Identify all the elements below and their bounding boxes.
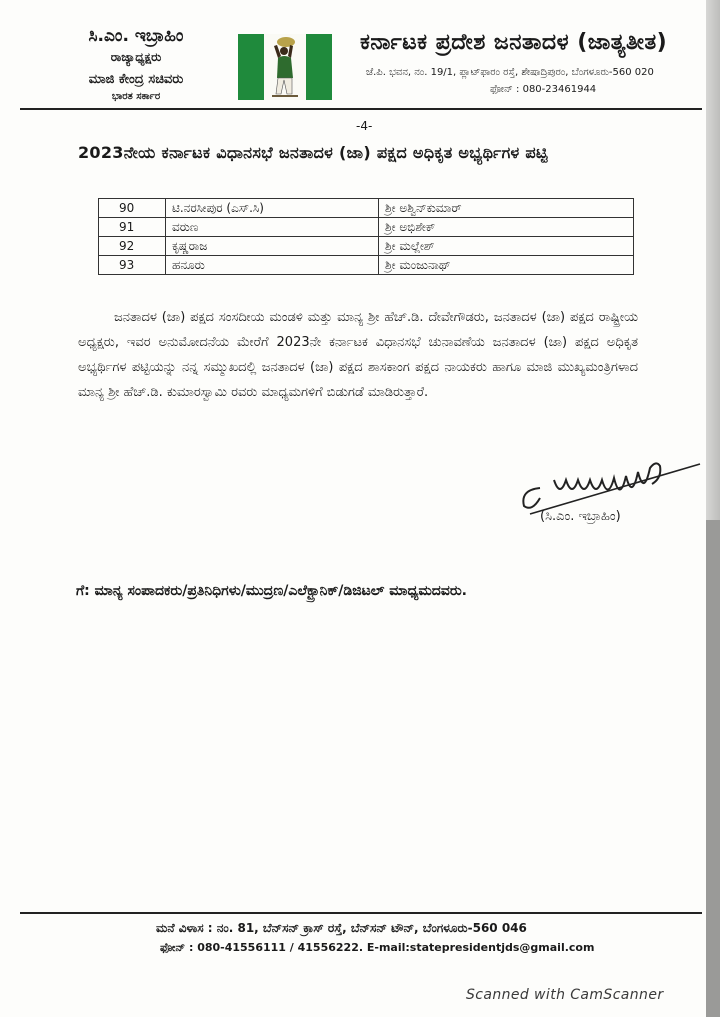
cell-number: 91	[99, 218, 166, 237]
sender-name: ಸಿ.ಎಂ. ಇಬ್ರಾಹಿಂ	[88, 26, 184, 46]
party-logo-icon	[238, 32, 332, 102]
sender-designation: ರಾಜ್ಯಾಧ್ಯಕ್ಷರು	[110, 50, 162, 64]
party-address: ಜೆ.ಪಿ. ಭವನ, ನಂ. 19/1, ಪ್ಲಾಟ್‌ಫಾರಂ ರಸ್ತೆ, ಶೇಷಾದ್ರಿಪುರಂ, ಬೆಂಗಳೂರು-560 020	[366, 67, 654, 78]
cell-candidate: ಶ್ರೀ ಅಶ್ವಿನ್‌ಕುಮಾರ್	[379, 199, 634, 218]
table-row	[99, 218, 634, 237]
cell-candidate: ಶ್ರೀ ಮಂಜುನಾಥ್	[379, 256, 634, 275]
sender-government: ಭಾರತ ಸರ್ಕಾರ	[111, 91, 161, 102]
party-name: ಕರ್ನಾಟಕ ಪ್ರದೇಶ ಜನತಾದಳ (ಜಾತ್ಯತೀತ)	[360, 30, 668, 55]
party-phone: ಫೋನ್ : 080-23461944	[490, 84, 597, 95]
table-row	[99, 199, 634, 218]
header-divider	[20, 108, 702, 110]
cell-constituency: ಕೃಷ್ಣರಾಜ	[166, 237, 379, 256]
candidates-table	[98, 198, 634, 275]
page-edge-shadow	[706, 0, 720, 1017]
sender-former-post: ಮಾಜಿ ಕೇಂದ್ರ ಸಚಿವರು	[88, 72, 184, 87]
party-letterhead	[360, 30, 680, 95]
cell-number: 93	[99, 256, 166, 275]
table-row	[99, 237, 634, 256]
cell-constituency: ವರುಣ	[166, 218, 379, 237]
sender-block	[56, 26, 216, 102]
body-paragraph	[78, 305, 638, 405]
cell-number: 90	[99, 199, 166, 218]
cell-candidate: ಶ್ರೀ ಮಲ್ಲೇಶ್	[379, 237, 634, 256]
body-text: ಜನತಾದಳ (ಜಾ) ಪಕ್ಷದ ಸಂಸದೀಯ ಮಂಡಳಿ ಮತ್ತು ಮಾನ್ಯ ಶ್ರೀ ಹೆಚ್.ಡಿ. ದೇವೇಗೌಡರು, ಜನತಾದಳ (ಜಾ) ಪಕ್ಷದ ರಾಷ್ಟ್ರೀಯ ಅಧ್ಯಕ್ಷರು, ಇವರ ಅನುಮೋದನೆಯ ಮೇರೆಗೆ 2023ನೇ ಕರ್ನಾಟಕ ವಿಧಾನಸಭೆ ಚುನಾವಣೆಯ ಜನತಾದಳ (ಜಾ) ಪಕ್ಷದ ಅಧಿಕೃತ ಅಭ್ಯರ್ಥಿಗಳ ಪಟ್ಟಿಯನ್ನು ನನ್ನ ಸಮ್ಮುಖದಲ್ಲಿ ಜನತಾದಳ (ಜಾ) ಪಕ್ಷದ ಶಾಸಕಾಂಗ ಪಕ್ಷದ ನಾಯಕರು ಹಾಗೂ ಮಾಜಿ ಮುಖ್ಯಮಂತ್ರಿಗಳಾದ ಮಾನ್ಯ ಶ್ರೀ ಹೆಚ್.ಡಿ. ಕುಮಾರಸ್ವಾಮಿ ರವರು ಮಾಧ್ಯಮಗಳಿಗೆ ಬಿಡುಗಡೆ ಮಾಡಿರುತ್ತಾರೆ.	[78, 310, 638, 400]
footer-residence: ಮನೆ ವಿಳಾಸ : ನಂ. 81, ಬೆನ್‌ಸನ್ ಕ್ರಾಸ್ ರಸ್ತೆ, ಬೆನ್‌ಸನ್ ಟೌನ್, ಬೆಂಗಳೂರು-560 046	[156, 921, 527, 935]
page-number: -4-	[356, 119, 373, 133]
signatory-name: (ಸಿ.ಎಂ. ಇಬ್ರಾಹಿಂ)	[540, 509, 621, 524]
cell-constituency: ಟಿ.ನರಸೀಪುರ (ಎಸ್.ಸಿ)	[166, 199, 379, 218]
scanner-watermark: Scanned with CamScanner	[466, 987, 664, 1003]
cell-number: 92	[99, 237, 166, 256]
footer-contact: ಫೋನ್ : 080-41556111 / 41556222. E-mail:statepresidentjds@gmail.com	[160, 941, 595, 954]
cell-candidate: ಶ್ರೀ ಅಭಿಶೇಕ್	[379, 218, 634, 237]
table-row	[99, 256, 634, 275]
cell-constituency: ಹನೂರು	[166, 256, 379, 275]
document-title: 2023ನೇಯ ಕರ್ನಾಟಕ ವಿಧಾನಸಭೆ ಜನತಾದಳ (ಜಾ) ಪಕ್ಷದ ಅಧಿಕೃತ ಅಭ್ಯರ್ಥಿಗಳ ಪಟ್ಟಿ	[78, 143, 548, 162]
footer-divider	[20, 912, 702, 914]
recipients-line: ಗೆ: ಮಾನ್ಯ ಸಂಪಾದಕರು/ಪ್ರತಿನಿಧಿಗಳು/ಮುದ್ರಣ/ಎಲೆಕ್ಟ್ರಾನಿಕ್/ಡಿಜಿಟಲ್ ಮಾಧ್ಯಮದವರು.	[76, 583, 467, 599]
